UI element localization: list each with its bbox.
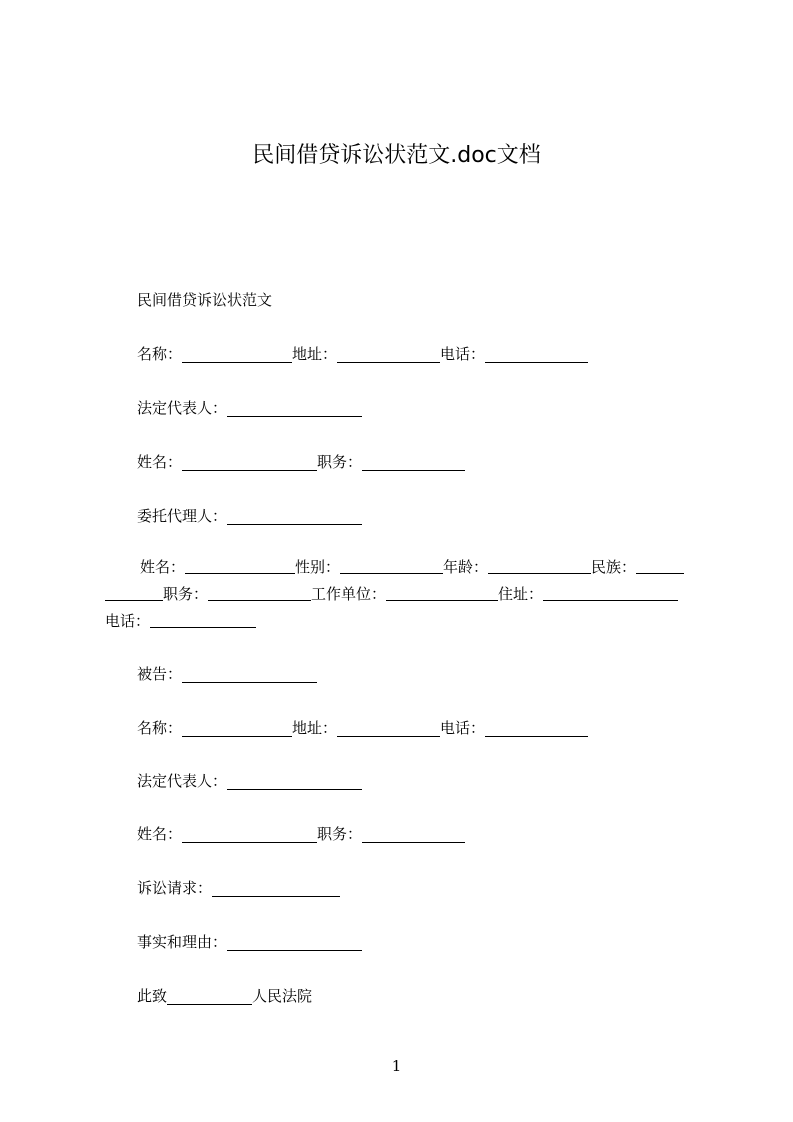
defendant-org-line xyxy=(137,718,793,738)
gender-label: 性别： xyxy=(295,558,341,576)
address-label: 地址： xyxy=(292,719,338,737)
person-name-label: 姓名： xyxy=(137,453,183,471)
person-name-blank[interactable] xyxy=(182,825,317,843)
residence-blank[interactable] xyxy=(543,581,678,601)
agent-detail-row xyxy=(105,554,705,581)
document-title: 民间借贷诉讼状范文.doc文档 xyxy=(252,143,541,168)
page-number: 1 xyxy=(391,1057,402,1075)
position-label: 职务： xyxy=(317,453,363,471)
address-blank[interactable] xyxy=(337,719,440,737)
document-heading xyxy=(137,290,793,310)
legal-rep-blank[interactable] xyxy=(227,772,362,790)
work-unit-blank[interactable] xyxy=(386,581,498,601)
address-label: 地址： xyxy=(292,345,338,363)
phone-label: 电话： xyxy=(440,345,486,363)
court-name-blank[interactable] xyxy=(167,987,252,1005)
person-name-blank[interactable] xyxy=(182,453,317,471)
legal-rep-label: 法定代表人： xyxy=(137,399,228,417)
defendant-legal-rep-line xyxy=(137,771,793,791)
plaintiff-legal-rep-line xyxy=(137,398,793,418)
agent-position-label: 职务： xyxy=(163,585,209,603)
residence-label: 住址： xyxy=(498,585,544,603)
plaintiff-org-line xyxy=(137,344,793,364)
claims-label: 诉讼请求： xyxy=(137,879,213,897)
ethnicity-blank[interactable] xyxy=(636,554,684,574)
facts-line xyxy=(137,932,793,952)
facts-blank[interactable] xyxy=(227,933,362,951)
defendant-person-line xyxy=(137,824,793,844)
agent-blank[interactable] xyxy=(227,507,362,525)
name-blank[interactable] xyxy=(182,345,292,363)
phone-label: 电话： xyxy=(440,719,486,737)
name-label: 名称： xyxy=(137,719,183,737)
closing-line xyxy=(137,986,793,1006)
agent-phone-blank[interactable] xyxy=(150,608,256,628)
ethnicity-label: 民族： xyxy=(591,558,637,576)
defendant-label: 被告： xyxy=(137,665,183,683)
agent-line xyxy=(137,506,793,526)
position-blank[interactable] xyxy=(362,453,465,471)
name-label: 名称： xyxy=(137,345,183,363)
legal-rep-blank[interactable] xyxy=(227,399,362,417)
legal-rep-label: 法定代表人： xyxy=(137,772,228,790)
age-label: 年龄： xyxy=(443,558,489,576)
gender-blank[interactable] xyxy=(340,554,443,574)
agent-position-blank[interactable] xyxy=(208,581,311,601)
facts-label: 事实和理由： xyxy=(137,933,228,951)
work-unit-label: 工作单位： xyxy=(311,585,387,603)
ethnicity-blank-continued[interactable] xyxy=(105,581,163,601)
age-blank[interactable] xyxy=(488,554,591,574)
name-blank[interactable] xyxy=(182,719,292,737)
agent-name-label: 姓名： xyxy=(140,558,186,576)
claims-line xyxy=(137,878,793,898)
closing-end: 人民法院 xyxy=(252,987,313,1005)
agent-label: 委托代理人： xyxy=(137,507,228,525)
agent-detail-paragraph xyxy=(105,554,705,635)
closing-start: 此致 xyxy=(137,987,168,1005)
phone-blank[interactable] xyxy=(485,719,588,737)
position-blank[interactable] xyxy=(362,825,465,843)
agent-detail-row xyxy=(105,581,705,608)
address-blank[interactable] xyxy=(337,345,440,363)
claims-blank[interactable] xyxy=(212,879,340,897)
agent-detail-row xyxy=(105,608,705,635)
plaintiff-person-line xyxy=(137,452,793,472)
phone-blank[interactable] xyxy=(485,345,588,363)
agent-phone-label: 电话： xyxy=(105,612,151,630)
agent-name-blank[interactable] xyxy=(185,554,295,574)
defendant-line xyxy=(137,664,793,684)
defendant-blank[interactable] xyxy=(182,665,317,683)
position-label: 职务： xyxy=(317,825,363,843)
heading-text: 民间借贷诉讼状范文 xyxy=(137,291,273,309)
person-name-label: 姓名： xyxy=(137,825,183,843)
